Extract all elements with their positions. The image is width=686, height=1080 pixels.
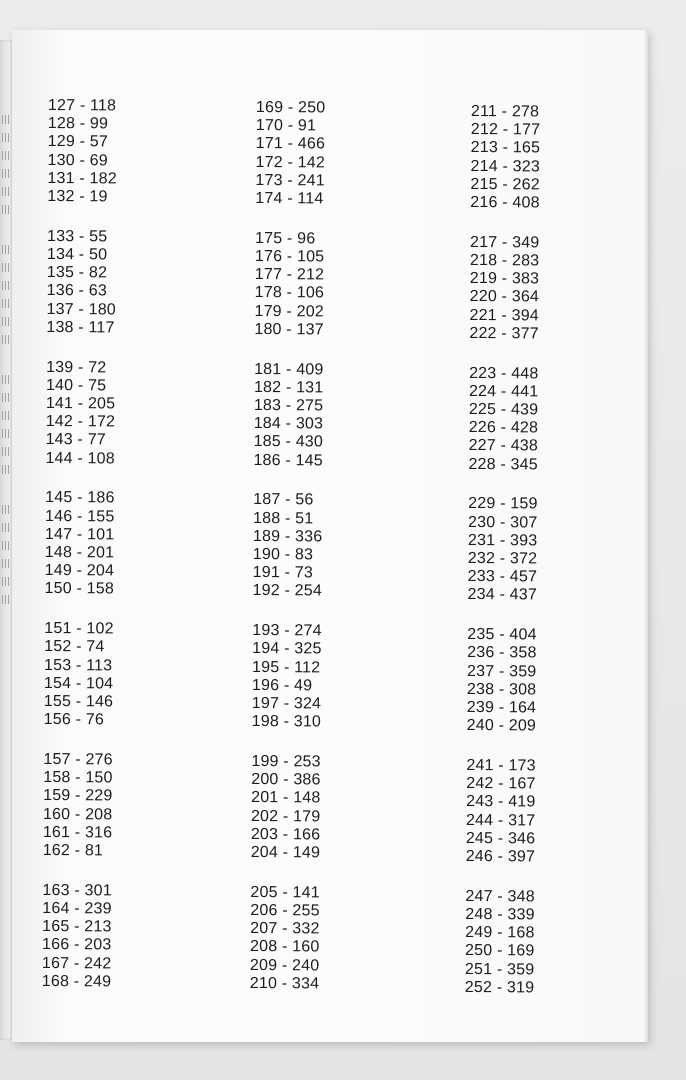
number-pair-entry: 181 - 409 <box>254 360 324 379</box>
number-pair-entry: 187 - 56 <box>253 491 314 509</box>
number-pair-entry: 182 - 131 <box>253 378 324 397</box>
number-pair-entry: 206 - 255 <box>250 902 320 920</box>
number-pair-entry: 242 - 167 <box>466 775 536 793</box>
number-pair-entry: 243 - 419 <box>466 793 536 811</box>
number-pair-entry: 148 - 201 <box>44 544 115 562</box>
number-pair-entry: 176 - 105 <box>254 248 325 266</box>
number-pair-entry: 143 - 77 <box>45 431 106 449</box>
number-pair-entry: 201 - 148 <box>251 789 321 807</box>
number-pair-entry: 172 - 142 <box>255 153 326 172</box>
number-pair-entry: 215 - 262 <box>470 175 540 194</box>
facing-page-text-fragment <box>2 187 10 196</box>
entry-group <box>251 753 321 863</box>
number-pair-entry: 204 - 149 <box>250 844 321 862</box>
number-pair-entry: 240 - 209 <box>466 717 537 735</box>
number-pair-entry: 222 - 377 <box>469 324 539 343</box>
entry-group <box>470 103 540 213</box>
number-pair-entry: 189 - 336 <box>252 527 323 546</box>
entry-group <box>467 495 537 605</box>
number-pair-entry: 238 - 308 <box>466 680 537 699</box>
number-pair-entry: 244 - 317 <box>465 811 536 830</box>
facing-page-text-fragment <box>2 577 10 586</box>
number-pair-entry: 209 - 240 <box>249 956 320 975</box>
number-pair-entry: 146 - 155 <box>45 507 115 526</box>
number-pair-entry: 155 - 146 <box>43 693 114 711</box>
number-pair-entry: 193 - 274 <box>252 622 322 640</box>
number-pair-entry: 252 - 319 <box>464 978 535 997</box>
number-pair-entry: 231 - 393 <box>467 531 538 550</box>
number-pair-entry: 226 - 428 <box>468 419 539 437</box>
number-pair-entry: 200 - 386 <box>251 771 321 789</box>
facing-page-text-fragment <box>2 169 10 178</box>
number-pair-entry: 223 - 448 <box>469 364 539 383</box>
number-pair-entry: 211 - 278 <box>470 103 540 121</box>
facing-page-text-fragment <box>2 523 10 532</box>
number-pair-entry: 175 - 96 <box>254 229 316 248</box>
number-pair-entry: 188 - 51 <box>253 509 314 528</box>
number-pair-entry: 230 - 307 <box>468 513 538 532</box>
facing-page-text-fragment <box>2 559 10 568</box>
number-pair-entry: 167 - 242 <box>41 954 112 973</box>
number-pair-entry: 234 - 437 <box>467 586 538 604</box>
number-pair-entry: 129 - 57 <box>47 133 109 151</box>
entry-group <box>465 888 535 998</box>
facing-page-text-fragment <box>2 245 10 254</box>
number-pair-entry: 245 - 346 <box>465 829 536 848</box>
number-pair-entry: 192 - 254 <box>252 582 323 600</box>
number-pair-entry: 173 - 241 <box>255 171 325 190</box>
entry-group <box>44 620 114 730</box>
number-pair-entry: 251 - 359 <box>464 960 535 979</box>
number-pair-entry: 159 - 229 <box>43 787 113 805</box>
number-pair-entry: 227 - 438 <box>468 437 539 455</box>
number-pair-entry: 220 - 364 <box>469 288 540 306</box>
number-pair-entry: 170 - 91 <box>255 117 317 135</box>
number-pair-entry: 180 - 137 <box>254 320 324 339</box>
facing-page-text-fragment <box>2 263 10 272</box>
entry-group <box>252 491 322 601</box>
entry-group <box>43 751 113 861</box>
number-pair-entry: 168 - 249 <box>41 972 112 991</box>
facing-page-text-fragment <box>2 375 10 384</box>
number-pair-entry: 152 - 74 <box>44 638 105 656</box>
number-pair-entry: 190 - 83 <box>252 546 314 564</box>
number-pair-entry: 177 - 212 <box>254 266 325 284</box>
number-pair-entry: 127 - 118 <box>47 97 117 115</box>
number-pair-entry: 133 - 55 <box>46 227 108 246</box>
number-pair-entry: 247 - 348 <box>465 887 535 906</box>
number-pair-entry: 203 - 166 <box>250 825 321 844</box>
number-pair-entry: 250 - 169 <box>465 942 535 960</box>
number-pair-entry: 157 - 276 <box>43 751 113 769</box>
number-pair-entry: 161 - 316 <box>42 823 113 842</box>
entry-group <box>254 230 324 340</box>
entry-group <box>468 365 538 475</box>
number-pair-entry: 137 - 180 <box>46 300 116 319</box>
facing-page-text-fragment <box>2 393 10 402</box>
number-pair-entry: 237 - 359 <box>466 662 537 681</box>
number-column-3 <box>465 103 541 1019</box>
number-pair-entry: 224 - 441 <box>468 382 539 401</box>
number-pair-entry: 213 - 165 <box>470 139 541 157</box>
number-pair-entry: 249 - 168 <box>465 924 535 942</box>
number-pair-entry: 139 - 72 <box>46 358 107 377</box>
number-pair-entry: 165 - 213 <box>42 918 112 936</box>
number-pair-entry: 150 - 158 <box>44 580 115 598</box>
number-pair-entry: 228 - 345 <box>468 455 538 474</box>
number-pair-entry: 147 - 101 <box>44 525 115 544</box>
number-pair-entry: 171 - 466 <box>255 135 326 153</box>
number-pair-entry: 219 - 383 <box>469 270 540 288</box>
number-pair-entry: 174 - 114 <box>255 190 324 208</box>
number-pair-entry: 183 - 275 <box>253 397 324 415</box>
number-pair-entry: 140 - 75 <box>45 376 107 395</box>
number-pair-entry: 207 - 332 <box>250 920 320 938</box>
facing-page-text-fragment <box>2 115 10 124</box>
facing-page-text-fragment <box>2 335 10 344</box>
facing-page-text-fragment <box>2 447 10 456</box>
book-page <box>12 30 648 1042</box>
number-pair-entry: 198 - 310 <box>251 713 322 731</box>
facing-page-text-fragment <box>2 205 10 214</box>
number-pair-entry: 221 - 394 <box>469 306 539 325</box>
number-pair-entry: 154 - 104 <box>43 674 114 693</box>
number-pair-entry: 142 - 172 <box>45 413 116 431</box>
page-edge <box>644 30 648 1042</box>
number-pair-entry: 179 - 202 <box>254 302 324 321</box>
number-pair-entry: 163 - 301 <box>42 881 112 900</box>
entry-group <box>467 626 537 736</box>
number-pair-entry: 164 - 239 <box>42 900 112 918</box>
entry-group <box>45 359 115 469</box>
number-pair-entry: 160 - 208 <box>42 805 113 824</box>
number-pair-entry: 149 - 204 <box>44 562 115 580</box>
number-pair-entry: 205 - 141 <box>250 883 320 902</box>
facing-page-text-fragment <box>2 411 10 420</box>
number-column-2 <box>250 99 326 1015</box>
number-pair-entry: 131 - 182 <box>47 169 117 188</box>
number-pair-entry: 216 - 408 <box>470 194 540 212</box>
number-pair-entry: 128 - 99 <box>47 115 109 133</box>
facing-page-text-fragment <box>2 151 10 160</box>
number-pair-entry: 197 - 324 <box>251 695 322 713</box>
number-pair-entry: 233 - 457 <box>467 568 538 586</box>
number-pair-entry: 202 - 179 <box>250 807 321 826</box>
facing-page-text-fragment <box>2 595 10 604</box>
number-pair-entry: 194 - 325 <box>252 640 322 658</box>
entry-group <box>44 489 114 599</box>
number-pair-entry: 239 - 164 <box>466 699 537 717</box>
number-pair-entry: 162 - 81 <box>42 842 104 860</box>
number-pair-entry: 151 - 102 <box>44 620 114 638</box>
entry-group <box>252 622 322 732</box>
number-pair-entry: 132 - 19 <box>47 188 108 206</box>
number-pair-entry: 135 - 82 <box>46 264 108 282</box>
facing-page-text-fragment <box>2 317 10 326</box>
number-pair-entry: 136 - 63 <box>46 282 108 300</box>
number-pair-entry: 178 - 106 <box>254 284 325 302</box>
number-pair-entry: 141 - 205 <box>45 395 116 413</box>
entry-group <box>253 361 323 471</box>
entry-group <box>466 757 536 867</box>
number-pair-entry: 241 - 173 <box>466 757 536 775</box>
number-pair-entry: 212 - 177 <box>470 121 541 139</box>
number-pair-entry: 232 - 372 <box>467 550 538 568</box>
entry-group <box>42 882 112 992</box>
number-pair-entry: 246 - 397 <box>465 848 536 866</box>
facing-page-text-fragment <box>2 281 10 290</box>
number-pair-entry: 144 - 108 <box>45 449 115 468</box>
number-pair-entry: 158 - 150 <box>43 769 113 787</box>
facing-page-text-fragment <box>2 299 10 308</box>
number-pair-entry: 235 - 404 <box>467 626 537 644</box>
number-pair-entry: 169 - 250 <box>255 99 326 117</box>
entry-group <box>469 234 539 344</box>
number-pair-entry: 153 - 113 <box>43 656 113 675</box>
facing-page-text-fragments <box>0 115 12 635</box>
number-pair-entry: 195 - 112 <box>251 658 321 677</box>
number-pair-entry: 210 - 334 <box>249 974 320 993</box>
number-pair-entry: 248 - 339 <box>465 906 535 924</box>
number-pair-entry: 214 - 323 <box>470 157 541 176</box>
number-pair-entry: 130 - 69 <box>47 151 108 170</box>
number-pair-entry: 166 - 203 <box>42 936 112 954</box>
entry-group <box>250 884 320 994</box>
number-pair-entry: 184 - 303 <box>253 415 324 433</box>
number-pair-entry: 191 - 73 <box>252 564 314 582</box>
number-pair-entry: 196 - 49 <box>251 676 313 695</box>
entry-group <box>47 97 117 207</box>
number-column-1 <box>42 97 118 1013</box>
facing-page-text-fragment <box>2 133 10 142</box>
number-pair-entry: 218 - 283 <box>469 252 540 270</box>
facing-page-text-fragment <box>2 541 10 550</box>
number-pair-entry: 208 - 160 <box>250 938 320 956</box>
number-pair-entry: 236 - 358 <box>467 644 537 662</box>
number-pair-entry: 185 - 430 <box>253 433 324 451</box>
number-pair-entry: 138 - 117 <box>46 318 115 337</box>
facing-page-text-fragment <box>2 505 10 514</box>
number-pair-entry: 134 - 50 <box>46 246 108 264</box>
number-pair-entry: 229 - 159 <box>468 495 538 513</box>
entry-group <box>46 228 116 338</box>
number-pair-entry: 145 - 186 <box>45 489 115 507</box>
number-pair-entry: 225 - 439 <box>468 401 539 419</box>
entry-group <box>255 99 325 209</box>
number-pair-entry: 156 - 76 <box>43 711 105 729</box>
facing-page-text-fragment <box>2 429 10 438</box>
number-pair-entry: 199 - 253 <box>251 753 321 771</box>
number-pair-entry: 217 - 349 <box>469 233 540 252</box>
number-pair-entry: 186 - 145 <box>253 451 323 470</box>
facing-page-text-fragment <box>2 465 10 474</box>
